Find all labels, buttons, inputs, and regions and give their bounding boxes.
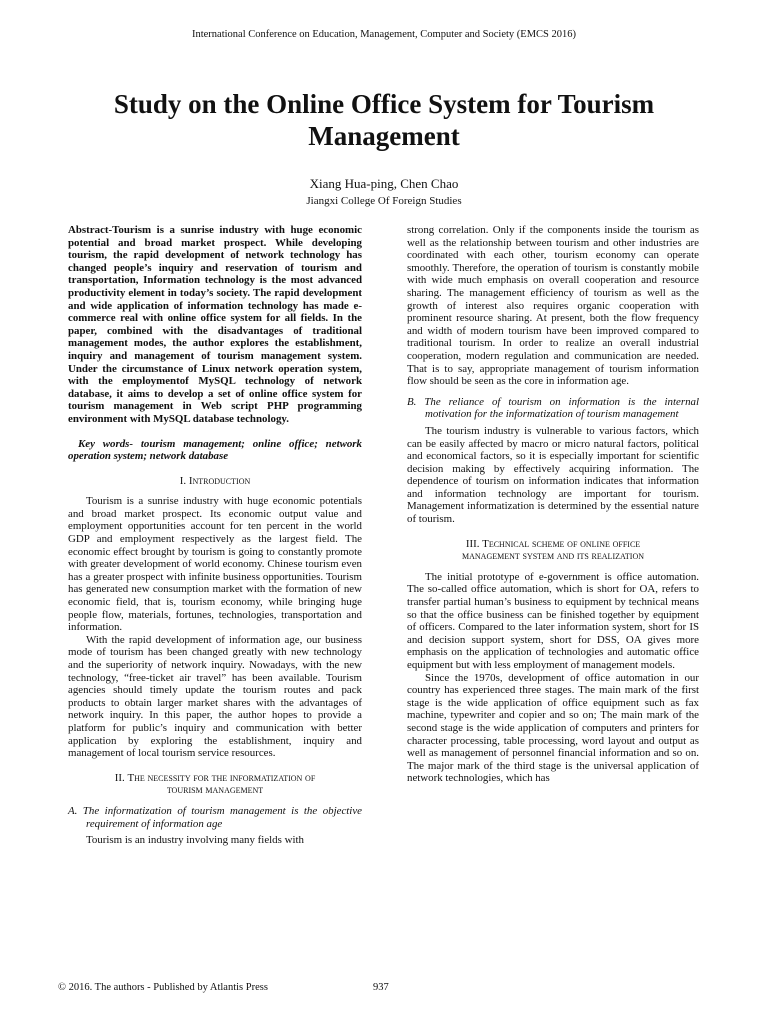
section-heading-technical-scheme	[407, 538, 699, 563]
paper-authors: Xiang Hua-ping, Chen Chao	[309, 176, 459, 191]
right-column	[407, 224, 699, 785]
section-title-line1: Technical scheme of online office	[482, 537, 641, 550]
section-number: III.	[465, 537, 480, 550]
abstract: Abstract-Tourism is a sunrise industry with huge economic potential and broad market prospect. While developing tourism, the rapid development of network technology has changed people’s inquiry and reservation of tourism and transportation, Information technology is the most advanced productivity element in today’s society. The rapid development and wide application of information technology has made e-commerce real with online office system for all fields. In the paper, combined with the disadvantages of traditional management modes, the author explores the establishment, inquiry and management of tourism management system. Under the circumstance of Linux network operation system, with the employmentof MySQL technology of network database, it aims to develop a set of online office system for tourism management in Web script PHP programming environment with MySQL database technology.	[68, 224, 362, 425]
paper-title: Study on the Online Office System for Tourism Management	[113, 89, 655, 151]
copyright-footer: © 2016. The authors - Published by Atlantis Press	[58, 982, 268, 993]
paragraph: Since the 1970s, development of office automation in our country has experienced three stages. The main mark of the first stage is the wide application of office equipment such as fax machine, typewriter and copier and so on; The main mark of the second stage is the wide application of computers and printers for character processing, table processing, word layout and output as well as management of personnel financial information and so on. The major mark of the third stage is the universal application of network technologies, which has	[407, 671, 699, 785]
left-column	[68, 224, 362, 847]
paragraph: With the rapid development of information age, our business mode of tourism has been changed greatly with new technology and the superiority of network inquiry. Nowadays, with the new technology, “free-ticket air travel” has been available. Tourism agencies should timely update the tourism routes and pack products to obtain larger market shares with the advantages of network inquiry. In this paper, the author hopes to provide a platform for public’s inquiry and communication with better application by exploring the establishment, inquiry and management of local tourism service resources.	[68, 633, 362, 760]
section-heading-necessity	[68, 772, 362, 797]
paragraph: strong correlation. Only if the components inside the tourism as well as the relationship between tourism and other industries are coordinated with each other, tourism economy can operate smoothly. Therefore, the operation of tourism is constantly mobile with wide much emphasis on overall cooperation and resource sharing. The management efficiency of tourism as well as the growth of interest also requires organic cooperation with prominent resource sharing. At present, both the flow frequency and width of modern tourism have been improved compared to traditional tourism. In order to realize an overall industrial cooperation, modern regulation and communication are needed. That is to say, appropriate management of tourism information flow should be seen as the core in information age.	[407, 224, 699, 388]
keywords: Key words- tourism management; online office; network operation system; network database	[68, 437, 362, 463]
section-title-line1: The necessity for the informatization of	[127, 771, 316, 784]
subsection-heading-b: B. The reliance of tourism on information is the internal motivation for the informatization of tourism management	[407, 395, 699, 421]
page-number: 937	[373, 982, 389, 993]
paragraph: Tourism is an industry involving many fields with	[86, 834, 304, 847]
section-heading-introduction	[68, 475, 362, 488]
paper-affiliation: Jiangxi College Of Foreign Studies	[306, 195, 462, 207]
paragraph: The tourism industry is vulnerable to various factors, which can be easily affected by macro or micro natural factors, political and economical factors, so it is especially important for scientific decision making by effectively acquiring information. The dependence of tourism on information indicates that information and information technology are important for tourism. Management informatization is determined by the essential nature of tourism.	[407, 424, 699, 526]
conference-header: International Conference on Education, Management, Computer and Society (EMCS 2016)	[191, 29, 577, 40]
section-title: Introduction	[188, 474, 251, 487]
paragraph: Tourism is a sunrise industry with huge economic potentials and broad market prospect. Its economic output value and employment opportunities account for ten percent in the world GDP and employment respectively as the largest field. The economic effect brought by tourism is going to constantly promote with greater development of world economy. Chinese tourism even has a greater prospect with infinite business opportunities. Tourism has generated new consumption market with the formation of new economic field, that is, tourism economy, while bringing huge people flow, materials, fortunes, technologies, transportation and information.	[68, 495, 362, 634]
subsection-heading-a: A. The informatization of tourism management is the objective requirement of information age	[68, 804, 362, 830]
section-title-line2: management system and its realization	[462, 550, 644, 563]
section-number: II.	[114, 771, 125, 784]
section-number: I.	[179, 474, 187, 487]
section-title-line2: tourism management	[166, 784, 264, 797]
paragraph: The initial prototype of e-government is office automation. The so-called office automation, which is short for OA, refers to transfer partial human’s business to equipment by technical means so that the office business can be finished together by equipment of officers. Compared to the later information system, short for IS and decision support system, short for DSS, OA gives more emphasis on the application of technologies and automatic office equipment but with less employment of management models.	[407, 570, 699, 671]
